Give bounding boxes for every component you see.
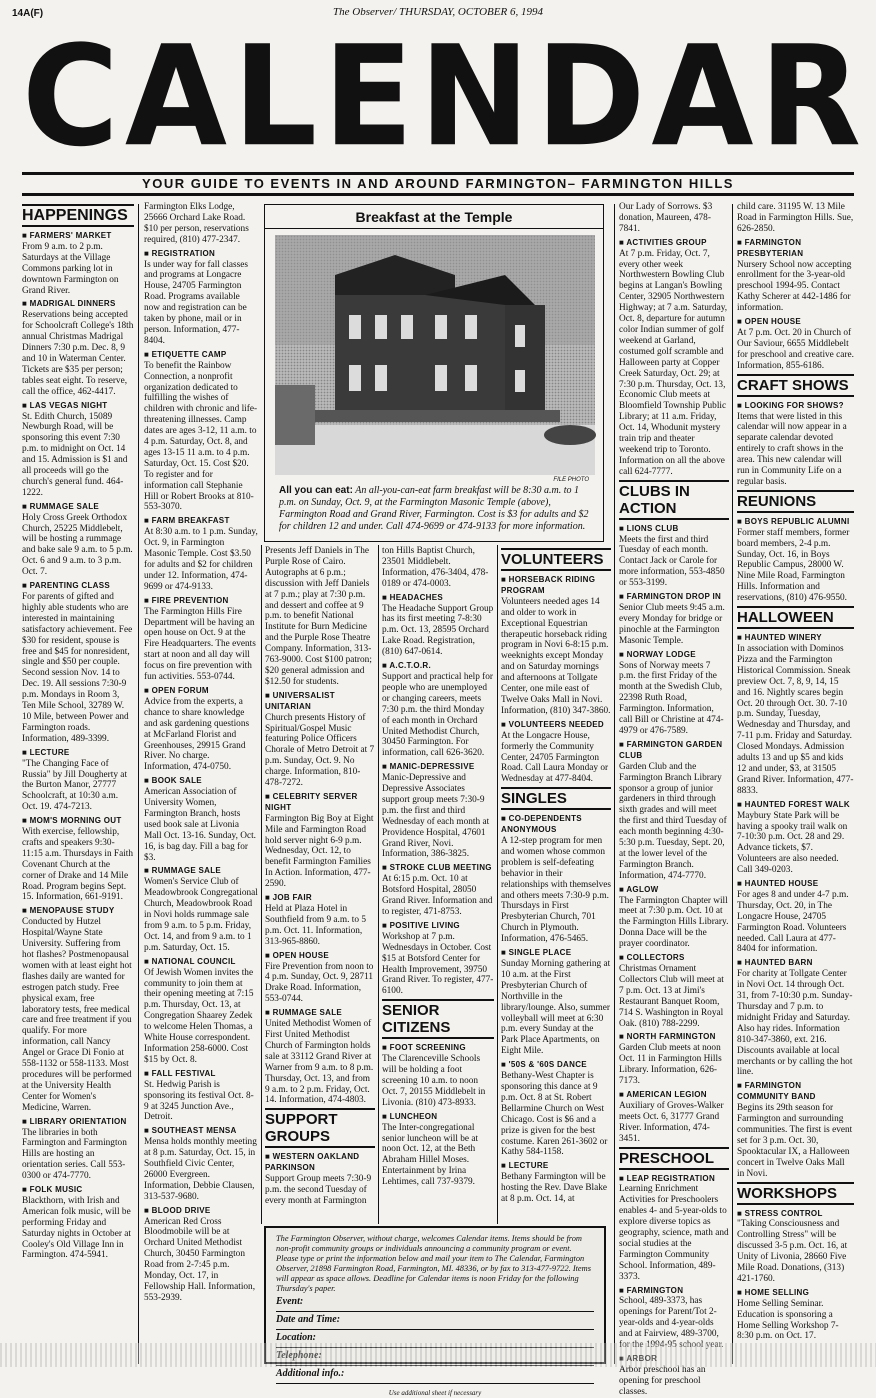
- listing-heading: ■ BOYS REPUBLIC ALUMNI: [737, 517, 854, 528]
- listing-heading: ■ ETIQUETTE CAMP: [144, 350, 258, 361]
- listing-heading: ■ NATIONAL COUNCIL: [144, 957, 258, 968]
- listing-heading: ■ BOOK SALE: [144, 776, 258, 787]
- listing-heading: ■ NORWAY LODGE: [619, 650, 729, 661]
- section-heading: WORKSHOPS: [737, 1182, 854, 1205]
- form-field-date-time[interactable]: Date and Time:: [276, 1315, 594, 1330]
- listing-text: Church presents History of Spiritual/Gospel Music featuring Police Officers Chorale of Metro Detroit at 7 p.m. Sunday, Oct. 9. No charge. Information, 810-478-7272.: [265, 712, 375, 789]
- column-4: [382, 546, 494, 1226]
- listing-heading: ■ OPEN HOUSE: [265, 951, 375, 962]
- listing-text: "Taking Consciousness and Controlling Stress" will be discussed 3-5 p.m. Oct. 16, at Unity of Livonia, 28660 Five Mile Road. Donations, (313) 421-1760.: [737, 1219, 848, 1284]
- column-3: [265, 546, 375, 1226]
- listing-text: Fire Prevention from noon to 4 p.m. Sunday, Oct. 9, 28711 Drake Road. Information, 553-0744.: [265, 961, 374, 1005]
- listing-text: Items that were listed in this calendar will now appear in a separate calendar devoted entirely to craft shows in the area. This new calendar will run in Community Life on a regular basis.: [737, 411, 847, 487]
- page-number: 14A(F): [12, 8, 44, 19]
- section-heading: SENIOR CITIZENS: [382, 999, 494, 1039]
- listing-text: Our Lady of Sorrows. $3 donation, Maureen, 478-7841.: [619, 202, 713, 234]
- listing-text: St. Hedwig Parish is sponsoring its festival Oct. 8-9 at 3245 Junction Ave., Detroit.: [144, 1079, 254, 1123]
- listing-heading: ■ LECTURE: [22, 748, 134, 759]
- listing-heading: ■ SOUTHEAST MENSA: [144, 1126, 258, 1137]
- listing-text: Auxiliary of Groves-Walker meets Oct. 6, 31777 Grand River. Information, 474-3451.: [619, 1100, 724, 1144]
- listing-text: Manic-Depressive and Depressive Associates support group meets 7:30-9 p.m. the first and third Wednesday of each month at Providence Hospital, 47601 Grand River, Novi. Information, 386-3825.: [382, 773, 490, 860]
- listing-heading: ■ REGISTRATION: [144, 249, 258, 260]
- listing-text: Support and practical help for people who are unemployed or changing careers, meets 7:30 p.m. the third Monday of each month in Orchard United Methodist Church, 30450 Farmington. For information, call 626-3620.: [382, 671, 494, 759]
- scan-noise: [0, 1343, 876, 1367]
- listing-text: Garden Club and the Farmington Branch Library sponsor a group of junior gardeners in third through sixth grades and will meet the first and third Tuesday of each month beginning 4:30-5:30 p.m. Tuesday, Sept. 20, at the lower level of the Farmington Branch. Information, 474-7770.: [619, 761, 727, 881]
- listing-text: "The Changing Face of Russia" by Jill Dougherty at the Burton Manor, 27777 Schoolcraft, at 10:30 a.m. Oct. 19. 474-7213.: [22, 758, 128, 813]
- listing-text: School, 489-3373, has openings for Parent/Tot 2-year-olds and 4-year-olds and at Fairview, 489-3700, for the 1994-95 school year.: [619, 1296, 724, 1351]
- listing-heading: ■ FARM BREAKFAST: [144, 516, 258, 527]
- listing-heading: ■ RUMMAGE SALE: [22, 502, 134, 513]
- listing-text: American Association of University Women, Farmington Branch, hosts used book sale at Livonia Mall Oct. 13-16. Sunday, Oct. 16, is bag day. Fill a bag for $3.: [144, 787, 256, 863]
- masonic-temple-photo: [275, 235, 595, 475]
- caption-text: An all-you-can-eat farm breakfast will be 8:30 a.m. to 1 p.m. on Sunday, Oct. 9, at the Farmington Masonic Temple (above), Farmington Road and Grand River, Farmington. Cost is $3 for adults and $2 for children 12 and under. Call 474-9699 or 474-9133 for more information.: [279, 485, 589, 532]
- listing-heading: ■ HOME SELLING: [737, 1288, 854, 1299]
- form-note: Use additional sheet if necessary: [388, 1389, 482, 1397]
- column-5: [501, 546, 611, 1226]
- listing-text: Advice from the experts, a chance to share knowledge and ask gardening questions at McFarland Florist and Greenhouses, 29915 Grand River. No charge. Information, 474-0750.: [144, 696, 250, 773]
- section-heading: HALLOWEEN: [737, 606, 854, 629]
- listing-heading: ■ FARMINGTON GARDEN CLUB: [619, 740, 729, 762]
- column-rule: [732, 204, 733, 1364]
- listing-text: For parents of gifted and highly able students who are interested in maintaining satisfactory achievement. Fee $30 for resident, spouse is free and $45 for nonresident, single and $50 per couple. Second session Nov. 14 to Dec. 19. All sessions 7:30-9 p.m. Mondays in Room 3, Ten Mile School, 32789 W. 10 Mile, between Power and Farmington roads. Information, 489-3399.: [22, 592, 133, 744]
- listing-text: St. Edith Church, 15089 Newburgh Road, will be sponsoring this event 7:30 p.m. to midnight on Oct. 14 and 15. Admission is $1 and all proceeds will go the church's general fund. 464-1222.: [22, 411, 128, 498]
- listing-text: Sunday Morning gathering at 10 a.m. at the First Presbyterian Church of Northville in the library/lounge. Also, summer volleyball will meet at 6:30 p.m. every Sunday at the Park Place Apartments, on Eight Mile.: [501, 959, 611, 1057]
- listing-heading: ■ RUMMAGE SALE: [144, 866, 258, 877]
- listing-heading: ■ WESTERN OAKLAND PARKINSON: [265, 1152, 375, 1174]
- listing-text: The Inter-congregational senior luncheon will be at noon Oct. 12, at the Beth Abraham Hillel Moses. Entertainment by Irina Lehtimes, call 737-9379.: [382, 1122, 479, 1188]
- listing-heading: ■ FOOT SCREENING: [382, 1043, 494, 1054]
- listing-heading: ■ A.C.T.O.R.: [382, 661, 494, 672]
- listing-heading: ■ NORTH FARMINGTON: [619, 1032, 729, 1043]
- masthead-tagline: YOUR GUIDE TO EVENTS IN AND AROUND FARMINGTON– FARMINGTON HILLS: [22, 172, 854, 196]
- photo-title: Breakfast at the Temple: [265, 205, 603, 229]
- form-field-additional-info[interactable]: Additional info.:: [276, 1369, 594, 1384]
- listing-text: From 9 a.m. to 2 p.m. Saturdays at the Village Commons parking lot in downtown Farmington on Grand River.: [22, 241, 119, 296]
- listing-heading: ■ JOB FAIR: [265, 893, 375, 904]
- listing-heading: ■ LIONS CLUB: [619, 524, 729, 535]
- listing-text: At 7 p.m. Oct. 20 in Church of Our Saviour, 6655 Middlebelt for preschool and creative care. Information, 855-6186.: [737, 327, 854, 371]
- listing-heading: ■ STRESS CONTROL: [737, 1209, 854, 1220]
- listing-heading: ■ FOLK MUSIC: [22, 1185, 134, 1196]
- listing-heading: ■ OPEN HOUSE: [737, 317, 854, 328]
- listing-text: Of Jewish Women invites the community to join them at their opening meeting at 7:15 p.m. Thursday, Oct. 13, at Congregation Shaarey Zedek to welcome Helen Thomas, a White House correspondent. Information 258-6000. Cost $15 by Oct. 8.: [144, 967, 254, 1065]
- listing-text: Maybury State Park will be having a spooky trail walk on 7-10:30 p.m. Oct. 28 and 29. Advance tickets, $7. Volunteers are also needed. Call 349-0203.: [737, 810, 848, 876]
- listing-text: The Clarenceville Schools will be holding a foot screening 10 a.m. to noon Oct. 7, 20155 Middlebelt in Livonia. (810) 473-8933.: [382, 1054, 486, 1108]
- listing-text: The Farmington Chapter will meet at 7:30 p.m. Oct. 10 at the Farmington Hills Library. Donna Dace will be the prayer coordinator.: [619, 895, 729, 950]
- listing-heading: ■ VOLUNTEERS NEEDED: [501, 720, 611, 731]
- listing-text: For charity at Tollgate Center in Novi Oct. 14 through Oct. 31, from 7-10:30 p.m. Sunday-Thursday and 7 p.m. to midnight Friday and Saturday. Also hay rides. Information 810-347-3860, ext. 216. Discounts available at local merchants or by calling the hot line.: [737, 969, 853, 1078]
- listing-text: Volunteers needed ages 14 and older to work in Exceptional Equestrian therapeutic horseback riding program in Novi 6-8:15 p.m. weeknights except Monday and on Saturday mornings and afternoons at Tollgate Center, one mile east of Twelve Oaks Mall in Novi. Information, (810) 347-3860.: [501, 596, 611, 716]
- dateline: The Observer/ THURSDAY, OCTOBER 6, 1994: [333, 6, 543, 18]
- listing-heading: ■ LEAP REGISTRATION: [619, 1174, 729, 1185]
- listing-text: The Farmington Hills Fire Department will be having an open house on Oct. 9 at the Fire Headquarters. The events start at noon and all day will focus on fire prevention with fun activities. 553-0744.: [144, 606, 256, 683]
- listing-heading: ■ '50S & '60S DANCE: [501, 1060, 611, 1071]
- listing-heading: ■ LIBRARY ORIENTATION: [22, 1117, 134, 1128]
- form-field-event[interactable]: Event:: [276, 1297, 594, 1312]
- listing-text: Bethany-West Chapter is sponsoring this dance at 9 p.m. Oct. 8 at St. Robert Bellarmine Church on West Chicago. Cost is $6 and a prize is given for the best costume. Karen 261-3602 or Kathy 584-1158.: [501, 1071, 608, 1158]
- section-heading: CRAFT SHOWS: [737, 374, 854, 397]
- photo-feature: [264, 204, 604, 542]
- listing-heading: ■ AMERICAN LEGION: [619, 1090, 729, 1101]
- listing-text: A 12-step program for men and women whose common problem is self-defeating behavior in their relationships with themselves and others meets 7:30-9 p.m. Thursdays in First Presbyterian Church, 701 Church in Plymouth. Information, 476-5465.: [501, 836, 611, 945]
- listing-heading: ■ HEADACHES: [382, 593, 494, 604]
- section-heading: REUNIONS: [737, 490, 854, 513]
- form-field-location[interactable]: Location:: [276, 1333, 594, 1348]
- listing-text: At 6:15 p.m. Oct. 10 at Botsford Hospital, 28050 Grand River. Information and to register, 471-8753.: [382, 874, 493, 917]
- listing-heading: ■ LECTURE: [501, 1161, 611, 1172]
- listing-text: At 7 p.m. Friday, Oct. 7, every other week Northwestern Bowling Club begins at Langan's Bowling Center, 32905 Northwestern Highway; at 7 a.m. Saturday, Oct. 8, departure for autumn color Indian summer of golf weekend at Garland, costumed golf scramble and Halloween party at Copper Creek Saturday, Oct. 29; at 7:30 p.m. Thursday, Oct. 13, Economic Club meets at Bloomfield Township Public Library; at 11 a.m. Friday, Oct. 14, Whodunit mystery train trip and theater weekend trip to Toronto. Information on all the above call 624-7777.: [619, 248, 728, 477]
- listing-heading: ■ STROKE CLUB MEETING: [382, 863, 494, 874]
- listing-heading: ■ ARBOR: [619, 1354, 729, 1365]
- listing-heading: ■ FARMERS' MARKET: [22, 231, 134, 242]
- listing-text: Women's Service Club of Meadowbrook Congregational Church, Meadowbrook Road in Novi holds rummage sale from 9 a.m. to 5 p.m. Friday, Oct. 14, and from 9 a.m. to 1 p.m. Saturday, Oct. 15.: [144, 877, 258, 953]
- listing-text: Presents Jeff Daniels in The Purple Rose of Cairo. Autographs at 6 p.m.; discussion with Jeff Daniels at 7 p.m.; play at 7:30 p.m. and dessert and coffee at 9 p.m. to benefit National Institute for Burn Medicine and the Purple Rose Theatre Company. Information, 313-763-9000. Cost $100 patron; $20 general admission and $12.50 for students.: [265, 546, 372, 687]
- form-intro: The Farmington Observer, without charge, welcomes Calendar items. Items should be from non-profit community groups or individuals announcing a community program or event. Please type or print the information below and mail your item to The Calendar, Farmington Observer, 21898 Farmington Road, Farmington, MI. 48336, or by fax to 313-477-9722. Items will appear as space allows. Deadline for Calendar items is noon Friday for the following Thursday's paper.: [276, 1234, 591, 1293]
- masthead-title: CALENDAR: [22, 16, 868, 178]
- listing-text: Support Group meets 7:30-9 p.m. the second Tuesday of every month at Farmington: [265, 1174, 372, 1206]
- listing-text: Bethany Farmington will be hosting the Rev. Dave Blake at 8 p.m. Oct. 14, at: [501, 1172, 608, 1205]
- caption-lead: All you can eat:: [279, 485, 353, 496]
- listing-heading: ■ CELEBRITY SERVER NIGHT: [265, 792, 375, 814]
- listing-text: Former staff members, former board members, 2-4 p.m. Sunday, Oct. 16, in Boys Republic Campus, 28000 W. Nine Mile Road, Farmington Hills. Information and reservations, (810) 476-9550.: [737, 527, 850, 604]
- listing-heading: ■ HAUNTED BARN: [737, 958, 854, 969]
- listing-text: Nursery School now accepting enrollment for the 3-year-old preschool 1994-95. Contact Kathy Scherer at 442-1486 for information.: [737, 259, 852, 314]
- listing-heading: ■ MOM'S MORNING OUT: [22, 816, 134, 827]
- listing-text: To benefit the Rainbow Connection, a nonprofit organization dedicated to fulfilling the wishes of children with chronic and life-threatening illnesses. Camp dates are ages 3-12, 11 a.m. to 4 p.m. Saturday, Oct. 8, and ages 13-15 11 a.m. to 4 p.m. Saturday, Oct. 15. Cost $20. To register and for information call Stephanie Hill or Robert Brooks at 810-553-3070.: [144, 360, 258, 513]
- listing-heading: ■ OPEN FORUM: [144, 686, 258, 697]
- listing-text: child care. 31195 W. 13 Mile Road in Farmington Hills. Sue, 626-2850.: [737, 202, 854, 234]
- listing-text: Christmas Ornament Collectors Club will meet at 7 p.m. Oct. 13 at Jimi's Restaurant Banquet Room, 714 S. Washington in Royal Oak. (810) 788-2299.: [619, 964, 724, 1029]
- listing-heading: ■ FALL FESTIVAL: [144, 1069, 258, 1080]
- listing-heading: ■ MANIC-DEPRESSIVE: [382, 762, 494, 773]
- listing-heading: ■ LUNCHEON: [382, 1112, 494, 1123]
- listing-text: The libraries in both Farmington and Farmington Hills are hosting an orientation series. Call 553-0300 or 474-7770.: [22, 1127, 127, 1182]
- listing-heading: ■ FIRE PREVENTION: [144, 596, 258, 607]
- listing-heading: ■ HAUNTED HOUSE: [737, 879, 854, 890]
- listing-heading: ■ HORSEBACK RIDING PROGRAM: [501, 575, 611, 597]
- listing-heading: ■ UNIVERSALIST UNITARIAN: [265, 691, 375, 713]
- listing-heading: ■ RUMMAGE SALE: [265, 1008, 375, 1019]
- listing-text: Begins its 29th season for Farmington and surrounding communities. The first is event set for 3 p.m. Oct. 30, Spooktacular IX, a Halloween concert in Twelve Oaks Mall in Novi.: [737, 1103, 853, 1179]
- listing-heading: ■ POSITIVE LIVING: [382, 921, 494, 932]
- listing-text: With exercise, fellowship, crafts and speakers 9:30-11:15 a.m. Thursdays in Faith Covenant Church at the corner of Drake and 14 Mile Road. Program begins Sept. 15. Information, 661-9191.: [22, 827, 134, 903]
- section-heading: HAPPENINGS: [22, 204, 134, 227]
- listing-heading: ■ MENOPAUSE STUDY: [22, 906, 134, 917]
- listing-heading: ■ LOOKING FOR SHOWS?: [737, 401, 854, 412]
- listing-text: Conducted by Hutzel Hospital/Wayne State University. Suffering from hot flashes? Postmenopausal women with at least eight hot flashes daily are wanted for estrogen patch study. Free physical exam, free laboratory tests, free medical care and free treatment if you qualify. For more information, call Nancy Angel or Grace Di Fonio at 558-1132 or 558-1133. Most procedures will be performed at the University Health Center for Women's Medicine, Warren.: [22, 917, 132, 1113]
- photo-caption: [265, 483, 603, 535]
- listing-heading: ■ AGLOW: [619, 885, 729, 896]
- listing-text: Mensa holds monthly meeting at 8 p.m. Saturday, Oct. 15, in Southfield Civic Center, 26000 Evergreen. Information, Debbie Clausen, 313-537-9680.: [144, 1137, 257, 1202]
- listing-heading: ■ FARMINGTON: [619, 1286, 729, 1297]
- listing-heading: ■ FARMINGTON COMMUNITY BAND: [737, 1081, 854, 1103]
- listing-text: The Headache Support Group has its first meeting 7-8:30 p.m. Oct. 13, 28595 Orchard Lake Road. Registration, (810) 647-0614.: [382, 603, 494, 658]
- listing-text: ton Hills Baptist Church, 23501 Middlebelt. Information, 476-3404, 478-0189 or 474-0003.: [382, 546, 489, 589]
- listing-heading: ■ CO-DEPENDENTS ANONYMOUS: [501, 814, 611, 836]
- listing-heading: ■ PARENTING CLASS: [22, 581, 134, 592]
- section-heading: PRESCHOOL: [619, 1147, 729, 1170]
- column-2: [144, 202, 258, 1362]
- listing-heading: ■ FARMINGTON PRESBYTERIAN: [737, 238, 854, 260]
- listing-text: In association with Dominos Pizza and the Farmington Historical Commission. Sneak preview Oct. 7, 8, 9, 14, 15 and 16. Nightly scares begin Oct. 20 through Oct. 30. 7-10 p.m. Sunday, Tuesday, Wednesday and Thursday, and 7-11 p.m. Friday and Saturday. Closed Mondays. Admission adults 13 and up $5 and kids 12 and under, $3, at 31505 Grand River. Information, 477-8833.: [737, 644, 854, 796]
- listing-text: Holy Cross Greek Orthodox Church, 25225 Middlebelt, will be hosting a rummage and bake sale 9 a.m. to 5 p.m. Oct. 6 and 9 a.m. to 3 p.m. Oct. 7.: [22, 512, 133, 578]
- photo-credit: FILE PHOTO: [553, 477, 589, 483]
- column-rule: [497, 545, 498, 1224]
- form-field-telephone[interactable]: Telephone:: [276, 1351, 594, 1366]
- listing-text: Reservations being accepted for Schoolcraft College's 18th annual Christmas Madrigal Dinners 7:30 p.m. Dec. 8, 9 and 10 in Waterman Center. Tickets are $35 per person; tables seat eight. To reserve, call the office, 462-4417.: [22, 310, 134, 397]
- listing-heading: ■ SINGLE PLACE: [501, 948, 611, 959]
- listing-text: Arbor preschool has an opening for preschool classes.: [619, 1364, 706, 1397]
- listing-text: Home Selling Seminar. Education is sponsoring a Home Selling Workshop 7-8:30 p.m. on Oct. 17.: [737, 1298, 839, 1342]
- listing-text: Workshop at 7 p.m. Wednesdays in October. Cost $15 at Botsford Center for Health Improvement, 39750 Grand River. To register, 477-6100.: [382, 931, 494, 997]
- listing-text: Farmington Big Boy at Eight Mile and Farmington Road hold server night 6-9 p.m. Wednesday, Oct. 12, to benefit Farmington Families In Action. Information, 477-2590.: [265, 813, 374, 890]
- listing-text: Is under way for fall classes and programs at Longacre House, 24705 Farmington Road. Programs available now and registration can be taken by phone, mail or in person. Information, 477-8404.: [144, 259, 249, 346]
- column-happenings: [22, 202, 134, 1362]
- column-6: [619, 202, 729, 1397]
- listing-text: Sons of Norway meets 7 p.m. the first Friday of the month at the Swedish Club, 22398 Ruth Road, Farmington. Information, call Bill or Christine at 474-4979 or 476-7589.: [619, 660, 724, 736]
- column-rule: [614, 204, 615, 1364]
- listing-text: United Methodist Women of First United Methodist Church of Farmington holds sale at 33112 Grand River at Warner from 9 a.m. to 8 p.m. Thursday, Oct. 13, and from 9 a.m. to 2 p.m. Friday, Oct. 14. Information, 474-4803.: [265, 1019, 374, 1106]
- listing-text: Senior Club meets 9:45 a.m. every Monday for bridge or pinochle at the Farmington Masonic Temple.: [619, 603, 725, 646]
- section-heading: VOLUNTEERS: [501, 548, 611, 571]
- listing-text: Learning Enrichment Activities for Preschoolers enables 4- and 5-year-olds to explore diverse topics as geography, science, math and social studies at the Farmington Community School. Information, 489-3373.: [619, 1184, 729, 1282]
- listing-text: At the Longacre House, formerly the Community Center, 24705 Farmington Road. Call Laura Monday or Wednesday at 477-8404.: [501, 730, 609, 785]
- section-heading: CLUBS IN ACTION: [619, 480, 729, 520]
- listing-heading: ■ FARMINGTON DROP IN: [619, 592, 729, 603]
- listing-heading: ■ HAUNTED FOREST WALK: [737, 800, 854, 811]
- section-heading: SINGLES: [501, 787, 611, 810]
- listing-heading: ■ BLOOD DRIVE: [144, 1206, 258, 1217]
- listing-text: At 8:30 a.m. to 1 p.m. Sunday, Oct. 9, in Farmington Masonic Temple. Cost $3.50 for adults and $2 for children under 12. Information, 474-9699 or 474-9133.: [144, 527, 258, 592]
- column-7: [737, 202, 854, 1362]
- listing-text: For ages 8 and under 4-7 p.m. Thursday, Oct. 20, in The Longacre House, 24705 Farmington Road. Volunteers needed. Call Laura at 477-8404 for information.: [737, 889, 849, 955]
- listing-text: American Red Cross Bloodmobile will be at Orchard United Methodist Church, 30450 Farmington Road from 2-7:45 p.m. Monday, Oct. 17, in Fellowship Hall. Information, 553-2939.: [144, 1216, 256, 1303]
- listing-text: Garden Club meets at noon Oct. 11 in Farmington Hills Library. Information, 626-7173.: [619, 1043, 722, 1087]
- section-heading: SUPPORT GROUPS: [265, 1108, 375, 1148]
- column-rule: [378, 545, 379, 1224]
- listing-heading: ■ MADRIGAL DINNERS: [22, 299, 134, 310]
- listing-text: Farmington Elks Lodge, 25666 Orchard Lake Road. $10 per person, reservations required, (810) 477-2347.: [144, 202, 249, 245]
- listing-heading: ■ COLLECTORS: [619, 953, 729, 964]
- listing-text: Held at Plaza Hotel in Southfield from 9 a.m. to 5 p.m. Oct. 11. Information, 313-965-8860.: [265, 904, 366, 947]
- listing-heading: ■ LAS VEGAS NIGHT: [22, 401, 134, 412]
- column-rule: [138, 204, 139, 1364]
- listing-heading: ■ HAUNTED WINERY: [737, 633, 854, 644]
- listing-text: Meets the first and third Tuesday of each month. Contact Jack or Carole for more information, 553-4850 or 553-3199.: [619, 534, 725, 589]
- column-rule: [261, 545, 262, 1224]
- listing-text: Blackthorn, with Irish and American folk music, will be performing Friday and Saturday nights in October at Cooley's Old Village Inn in Farmington. 474-5941.: [22, 1195, 131, 1261]
- listing-heading: ■ ACTIVITIES GROUP: [619, 238, 729, 249]
